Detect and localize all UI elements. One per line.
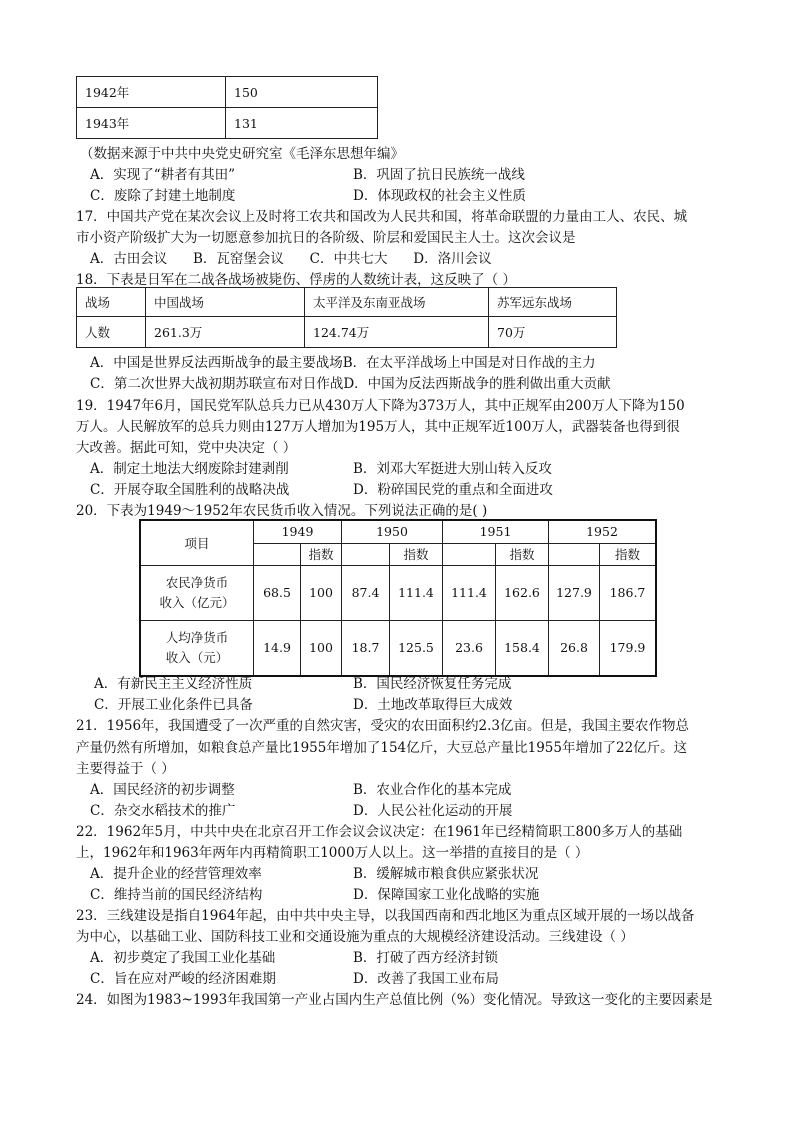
top-data-table bbox=[76, 76, 378, 139]
table-cell: 68.5 bbox=[254, 565, 301, 620]
question-21-line: 主要得益于（ ） bbox=[76, 761, 175, 777]
question-20-stem: 20．下表为1949～1952年农民货币收入情况。下列说法正确的是( ) bbox=[76, 503, 488, 519]
option-a: A．提升企业的经营管理效率 bbox=[90, 866, 262, 882]
table-header-year: 1949 bbox=[254, 520, 342, 543]
option-c: C．开展工业化条件已具备 bbox=[94, 697, 253, 713]
table-cell-value: 131 bbox=[226, 108, 378, 139]
row-label bbox=[140, 620, 254, 676]
row-label-line: 收入（亿元） bbox=[159, 594, 235, 610]
question-22-line: 上，1962年和1963年两年内再精简职工1000万人以上。这一举措的直接目的是（ ） bbox=[76, 845, 589, 861]
option-c: C．开展夺取全国胜利的战略决战 bbox=[90, 482, 290, 498]
option-d: D．保障国家工业化战略的实施 bbox=[353, 887, 540, 903]
table-cell: 18.7 bbox=[342, 620, 390, 676]
question-21-line: 21．1956年，我国遭受了一次严重的自然灾害，受灾的农田面积约2.3亿亩。但是，我国主要农作物总 bbox=[76, 718, 690, 734]
table-cell: 87.4 bbox=[342, 565, 390, 620]
question-18-options-cd: C．第二次世界大战初期苏联宣布对日作战D．中国为反法西斯战争的胜利做出重大贡献 bbox=[90, 376, 611, 392]
q18-table bbox=[76, 287, 617, 348]
option-a: A．国民经济的初步调整 bbox=[90, 782, 235, 798]
option-b: B．打破了西方经济封锁 bbox=[353, 950, 498, 966]
table-header-index: 指数 bbox=[301, 543, 342, 565]
table-cell: 70万 bbox=[489, 317, 617, 348]
option-c: C．废除了封建土地制度 bbox=[90, 188, 236, 204]
option-d: D．土地改革取得巨大成效 bbox=[353, 697, 513, 713]
option-c: C．杂交水稻技术的推广 bbox=[90, 803, 236, 819]
table-header-index: 指数 bbox=[600, 543, 657, 565]
question-22-line: 22．1962年5月，中共中央在北京召开工作会议会议决定：在1961年已经精简职工800多万人的基础 bbox=[76, 824, 683, 840]
table-header-year: 1951 bbox=[443, 520, 549, 543]
question-19-line: 大改善。据此可知，党中央决定（ ） bbox=[76, 440, 297, 456]
table-cell: 23.6 bbox=[443, 620, 496, 676]
option-d: D．改善了我国工业布局 bbox=[353, 971, 499, 987]
option-a: A．初步奠定了我国工业化基础 bbox=[90, 950, 276, 966]
row-label-line: 收入（元） bbox=[165, 649, 229, 665]
table-header-item: 项目 bbox=[140, 520, 254, 565]
table-blank bbox=[254, 543, 301, 565]
option-b: B．缓解城市粮食供应紧张状况 bbox=[353, 866, 539, 882]
table-header: 战场 bbox=[77, 288, 146, 317]
row-label-line: 农民净货币 bbox=[165, 574, 229, 590]
table-cell: 127.9 bbox=[549, 565, 600, 620]
option-d: D．体现政权的社会主义性质 bbox=[353, 188, 526, 204]
question-17-line: 17．中国共产党在某次会议上及时将工农共和国改为人民共和国，将革命联盟的力量由工人、农民、城 bbox=[76, 209, 688, 225]
option-a: A．有新民主主义经济性质 bbox=[94, 676, 253, 692]
question-17-line: 市小资产阶级扩大为一切愿意参加抗日的各阶级、阶层和爱国民主人士。这次会议是 bbox=[76, 230, 576, 246]
table-cell-year: 1942年 bbox=[77, 77, 226, 108]
table-header: 中国战场 bbox=[146, 288, 305, 317]
option-c: C．旨在应对严峻的经济困难期 bbox=[90, 971, 276, 987]
option-a: A．实现了“耕者有其田” bbox=[90, 167, 236, 183]
option-b: B．农业合作化的基本完成 bbox=[353, 782, 512, 798]
table-cell: 100 bbox=[301, 565, 342, 620]
data-source-note: （数据来源于中共中央党史研究室《毛泽东思想年编》 bbox=[80, 146, 404, 162]
option-b: B．国民经济恢复任务完成 bbox=[353, 676, 512, 692]
table-cell-year: 1943年 bbox=[77, 108, 226, 139]
question-24-line: 24．如图为1983~1993年我国第一产业占国内生产总值比例（%）变化情况。导致这一变化的主要因素是 bbox=[76, 992, 713, 1008]
table-cell: 26.8 bbox=[549, 620, 600, 676]
option-a: A．制定土地法大纲废除封建剥削 bbox=[90, 461, 289, 477]
q20-table bbox=[139, 519, 657, 677]
question-18-stem: 18．下表是日军在二战各战场被毙伤、俘虏的人数统计表，这反映了（ ） bbox=[76, 272, 516, 288]
row-label bbox=[140, 565, 254, 620]
option-b: B．巩固了抗日民族统一战线 bbox=[353, 167, 525, 183]
table-cell: 186.7 bbox=[600, 565, 657, 620]
question-23-line: 为中心，以基础工业、国防科技工业和交通设施为重点的大规模经济建设活动。三线建设（ ） bbox=[76, 929, 634, 945]
table-cell: 162.6 bbox=[496, 565, 549, 620]
table-cell: 14.9 bbox=[254, 620, 301, 676]
table-header-index: 指数 bbox=[496, 543, 549, 565]
question-19-line: 万人。人民解放军的总兵力则由127万人增加为195万人，其中正规军近100万人，武器装备也得到很 bbox=[76, 419, 680, 435]
table-header: 苏军远东战场 bbox=[489, 288, 617, 317]
table-blank bbox=[443, 543, 496, 565]
table-header-year: 1952 bbox=[549, 520, 657, 543]
table-cell: 158.4 bbox=[496, 620, 549, 676]
table-cell: 179.9 bbox=[600, 620, 657, 676]
option-c: C．维持当前的国民经济结构 bbox=[90, 887, 263, 903]
question-19-line: 19．1947年6月，国民党军队总兵力已从430万人下降为373万人，其中正规军由200万人下降为150 bbox=[76, 398, 685, 414]
table-cell: 100 bbox=[301, 620, 342, 676]
question-18-options-ab: A．中国是世界反法西斯战争的最主要战场B．在太平洋战场上中国是对日作战的主力 bbox=[90, 355, 596, 371]
table-cell: 125.5 bbox=[390, 620, 443, 676]
table-cell: 111.4 bbox=[443, 565, 496, 620]
option-b: B．刘邓大军挺进大别山转入反攻 bbox=[353, 461, 552, 477]
question-17-options: A．古田会议 B．瓦窑堡会议 C．中共七大 D．洛川会议 bbox=[90, 251, 492, 267]
table-cell: 261.3万 bbox=[146, 317, 305, 348]
question-23-line: 23．三线建设是指自1964年起，由中共中央主导，以我国西南和西北地区为重点区域开展的一场以战备 bbox=[76, 908, 695, 924]
table-header-year: 1950 bbox=[342, 520, 443, 543]
table-cell: 人数 bbox=[77, 317, 146, 348]
table-header: 太平洋及东南亚战场 bbox=[305, 288, 489, 317]
table-header-index: 指数 bbox=[390, 543, 443, 565]
table-cell-value: 150 bbox=[226, 77, 378, 108]
option-d: D．粉碎国民党的重点和全面进攻 bbox=[353, 482, 553, 498]
table-blank bbox=[549, 543, 600, 565]
row-label-line: 人均净货币 bbox=[165, 629, 229, 645]
table-cell: 124.74万 bbox=[305, 317, 489, 348]
table-cell: 111.4 bbox=[390, 565, 443, 620]
question-21-line: 产量仍然有所增加，如粮食总产量比1955年增加了154亿斤，大豆总产量比1955年增加了22亿斤。这 bbox=[76, 740, 688, 756]
option-d: D．人民公社化运动的开展 bbox=[353, 803, 513, 819]
table-blank bbox=[342, 543, 390, 565]
